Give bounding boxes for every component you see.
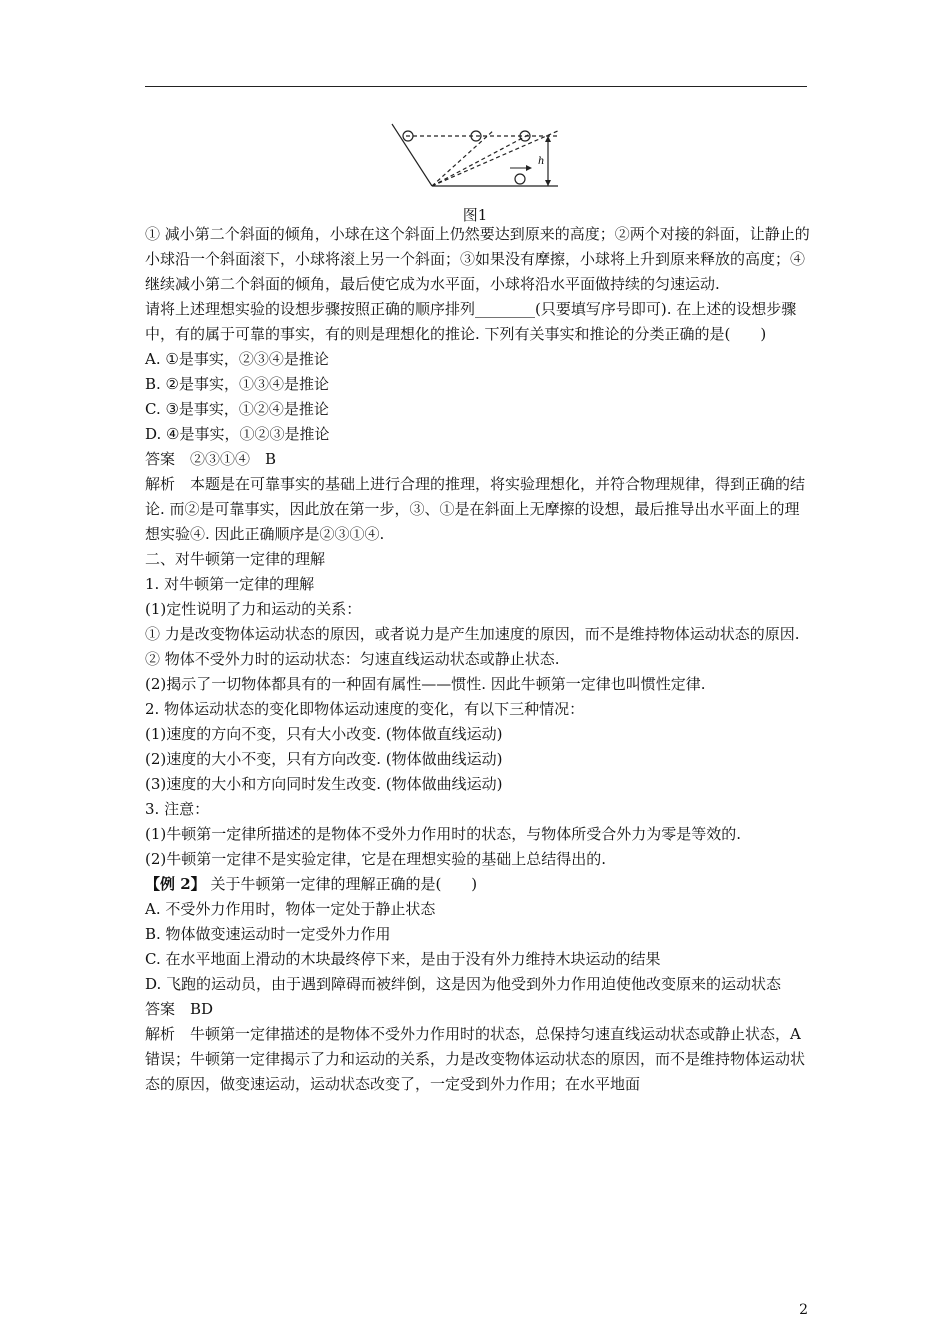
subheading-1: 1. 对牛顿第一定律的理解 — [145, 575, 315, 593]
option-b: B. ②是事实，①③④是推论 — [145, 375, 330, 393]
page-number: 2 — [799, 1302, 808, 1318]
point-1-1-a: ① 力是改变物体运动状态的原因，或者说力是产生加速度的原因，而不是维持物体运动状态的原因. — [145, 625, 800, 643]
example-stem — [145, 872, 810, 897]
height-label: h — [538, 156, 545, 167]
subheading-3: 3. 注意： — [145, 800, 210, 818]
point-1-1-b: ② 物体不受外力时的运动状态：匀速直线运动状态或静止状态. — [145, 650, 560, 668]
header-rule — [145, 86, 807, 87]
option-a: A. ①是事实，②③④是推论 — [145, 350, 329, 368]
height-arrow-top — [545, 136, 551, 142]
example-stem-text: 关于牛顿第一定律的理解正确的是( ) — [205, 875, 478, 893]
ball-floor — [515, 174, 525, 184]
document-body — [145, 222, 810, 1097]
point-2-3: (3)速度的大小和方向同时发生改变. (物体做曲线运动) — [145, 775, 503, 793]
analysis-paragraph: 解析 本题是在可靠事实的基础上进行合理的推理，将实验理想化，并符合物理规律，得到正确的结论. 而②是可靠事实，因此放在第一步，③、①是在斜面上无摩擦的设想，最后推导出水平面上的理想实验④. 因此正确顺序是②③①④. — [145, 475, 806, 543]
point-1-1: (1)定性说明了力和运动的关系： — [145, 600, 362, 618]
section-heading: 二、对牛顿第一定律的理解 — [145, 550, 326, 568]
note-1: (1)牛顿第一定律所描述的是物体不受外力作用时的状态，与物体所受合外力为零是等效的. — [145, 825, 742, 843]
point-1-2: (2)揭示了一切物体都具有的一种固有属性——惯性. 因此牛顿第一定律也叫惯性定律. — [145, 675, 706, 693]
example-tag: 【例 2】 — [145, 875, 206, 893]
example-option-b: B. 物体做变速运动时一定受外力作用 — [145, 925, 391, 943]
note-2: (2)牛顿第一定律不是实验定律，它是在理想实验的基础上总结得出的. — [145, 850, 607, 868]
height-arrow-bottom — [545, 180, 551, 186]
answer-line: 答案 ②③①④ B — [145, 450, 277, 468]
example-option-c: C. 在水平地面上滑动的木块最终停下来，是由于没有外力维持木块运动的结果 — [145, 950, 661, 968]
question-paragraph: 请将上述理想实验的设想步骤按照正确的顺序排列________(只要填写序号即可). 在上述的设想步骤中，有的属于可靠的事实，有的则是理想化的推论. 下列有关事实和推论的分类正确的是( ) — [145, 300, 797, 343]
example-option-a: A. 不受外力作用时，物体一定处于静止状态 — [145, 900, 436, 918]
example-option-d: D. 飞跑的运动员，由于遇到障碍而被绊倒，这是因为他受到外力作用迫使他改变原来的运动状态 — [145, 975, 782, 993]
subheading-2: 2. 物体运动状态的变化即物体运动速度的变化，有以下三种情况： — [145, 700, 585, 718]
option-c: C. ③是事实，①②④是推论 — [145, 400, 329, 418]
point-2-1: (1)速度的方向不变，只有大小改变. (物体做直线运动) — [145, 725, 503, 743]
example-answer: 答案 BD — [145, 1000, 214, 1018]
steps-paragraph: ① 减小第二个斜面的倾角，小球在这个斜面上仍然要达到原来的高度；②两个对接的斜面，让静止的小球沿一个斜面滚下，小球将滚上另一个斜面；③如果没有摩擦，小球将上升到原来释放的高度；④继续减小第二个斜面的倾角，最后使它成为水平面，小球将沿水平面做持续的匀速运动. — [145, 225, 810, 293]
point-2-2: (2)速度的大小不变，只有方向改变. (物体做曲线运动) — [145, 750, 503, 768]
figure-caption: 图1 — [462, 206, 488, 224]
inclined-plane-figure — [380, 120, 570, 200]
option-d: D. ④是事实，①②③是推论 — [145, 425, 330, 443]
velocity-arrow-head — [526, 165, 532, 171]
example-analysis: 解析 牛顿第一定律描述的是物体不受外力作用时的状态，总保持匀速直线运动状态或静止状态，A 错误；牛顿第一定律揭示了力和运动的关系，力是改变物体运动状态的原因，而不是维持物体运动状态的原因，做变速运动，运动状态改变了，一定受到外力作用；在水平地面 — [145, 1025, 806, 1093]
